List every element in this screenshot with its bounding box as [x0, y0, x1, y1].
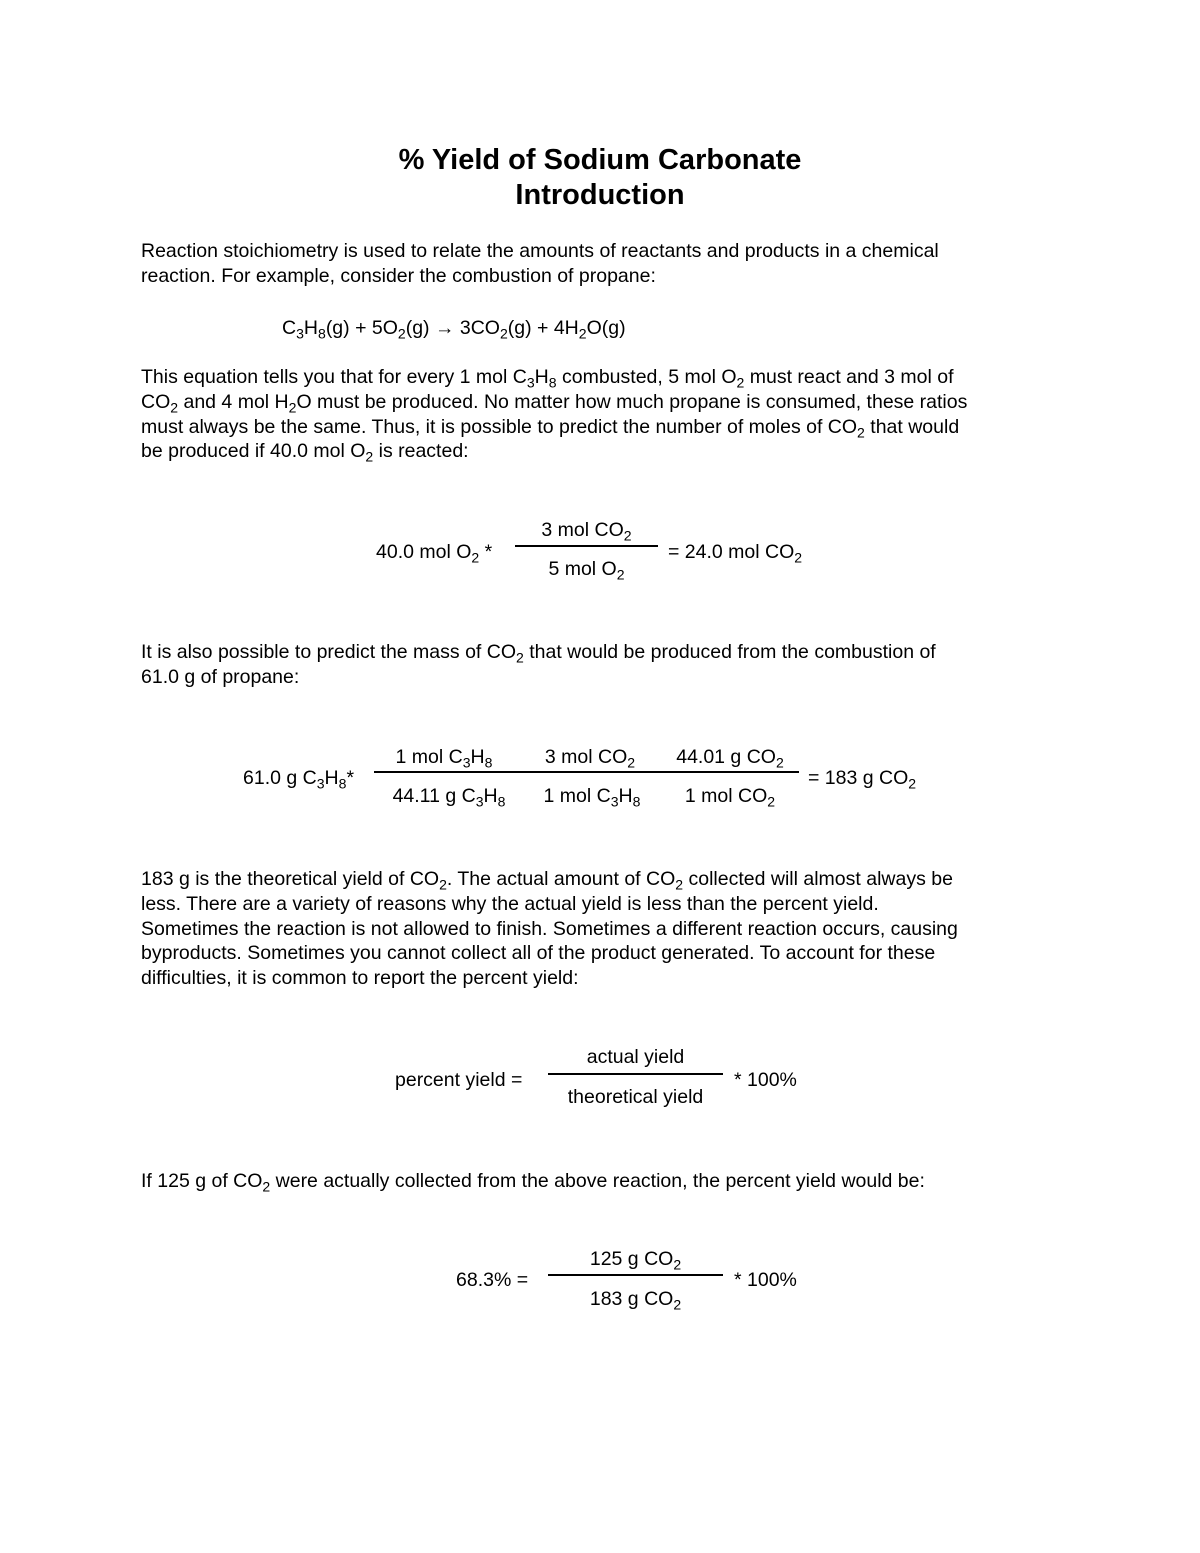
eq4-denominator: 183 g $CO_2$ — [589, 1288, 682, 1313]
eq1-numerator: 3 mol $CO_2$ — [541, 519, 632, 544]
document-title: % Yield of Sodium Carbonate — [398, 144, 802, 176]
eq4-left: 68.3% = — [456, 1269, 529, 1291]
eq1-denominator: 5 mol $O_2$ — [548, 558, 625, 583]
eq2-denominator-2: 1 mol $C_3H_8$ — [543, 785, 641, 810]
example-paragraph: If 125 g of $CO_2$ were actually collected from the above reaction, the percent yield would be: — [141, 1170, 925, 1195]
propane-combustion-equation: $C_3H_8(g) + 5O_2(g) \to 3CO_2(g) + 4H_2O(g)$ — [282, 317, 626, 342]
eq4-multiplier: * 100% — [734, 1269, 797, 1291]
section-heading: Introduction — [515, 179, 685, 211]
intro-paragraph: Reaction stoichiometry is used to relate the amounts of reactants and products in a chemical reaction. For example, consider the combustion of propane: — [141, 240, 939, 287]
eq3-left: percent yield = — [395, 1069, 523, 1091]
eq2-result: = 183 g $CO_2$ — [808, 767, 917, 792]
eq3-numerator: actual yield — [586, 1046, 685, 1068]
eq2-denominator-3: 1 mol $CO_2$ — [684, 785, 776, 810]
eq2-denominator-1: 44.11 g $C_3H_8$ — [392, 785, 506, 810]
ratio-paragraph: This equation tells you that for every 1 mol $C_3H_8$ combusted, 5 mol $O_2$ must react and 3 mol of $CO_2$ and 4 mol $H_2O$ must be produced. No matter how much propane is consumed, these ratios must always be the same. Thus, it is possible to predict the number of moles of $CO_2$ that would be produced if 40.0 mol $O_2$ is reacted: — [141, 366, 968, 465]
eq3-multiplier: * 100% — [734, 1069, 797, 1091]
eq1-result: = 24.0 mol $CO_2$ — [668, 541, 803, 566]
fraction-bar — [374, 771, 799, 773]
eq4-numerator: 125 g $CO_2$ — [589, 1248, 682, 1273]
mass-paragraph: It is also possible to predict the mass of $CO_2$ that would be produced from the combustion of 61.0 g of propane: — [141, 641, 936, 688]
fraction-bar — [515, 545, 658, 547]
theoretical-yield-paragraph: 183 g is the theoretical yield of $CO_2$. The actual amount of $CO_2$ collected will almost always be less. There are a variety of reasons why the actual yield is less than the percent yield. Sometimes the reaction is not allowed to finish. Sometimes a different reaction occurs, causing byproducts. Sometimes you cannot collect all of the product generated. To account for these difficulties, it is common to report the percent yield: — [141, 868, 958, 990]
eq1-left: 40.0 mol $O_2$ * — [376, 541, 493, 566]
fraction-bar — [548, 1274, 723, 1276]
eq3-denominator: theoretical yield — [567, 1086, 704, 1108]
eq2-numerator-1: 1 mol $C_3H_8$ — [395, 746, 493, 771]
fraction-bar — [548, 1073, 723, 1075]
eq2-numerator-3: 44.01 g $CO_2$ — [676, 746, 784, 771]
eq2-left: 61.0 g $C_3H_8*$ — [243, 767, 355, 792]
eq2-numerator-2: 3 mol $CO_2$ — [544, 746, 636, 771]
